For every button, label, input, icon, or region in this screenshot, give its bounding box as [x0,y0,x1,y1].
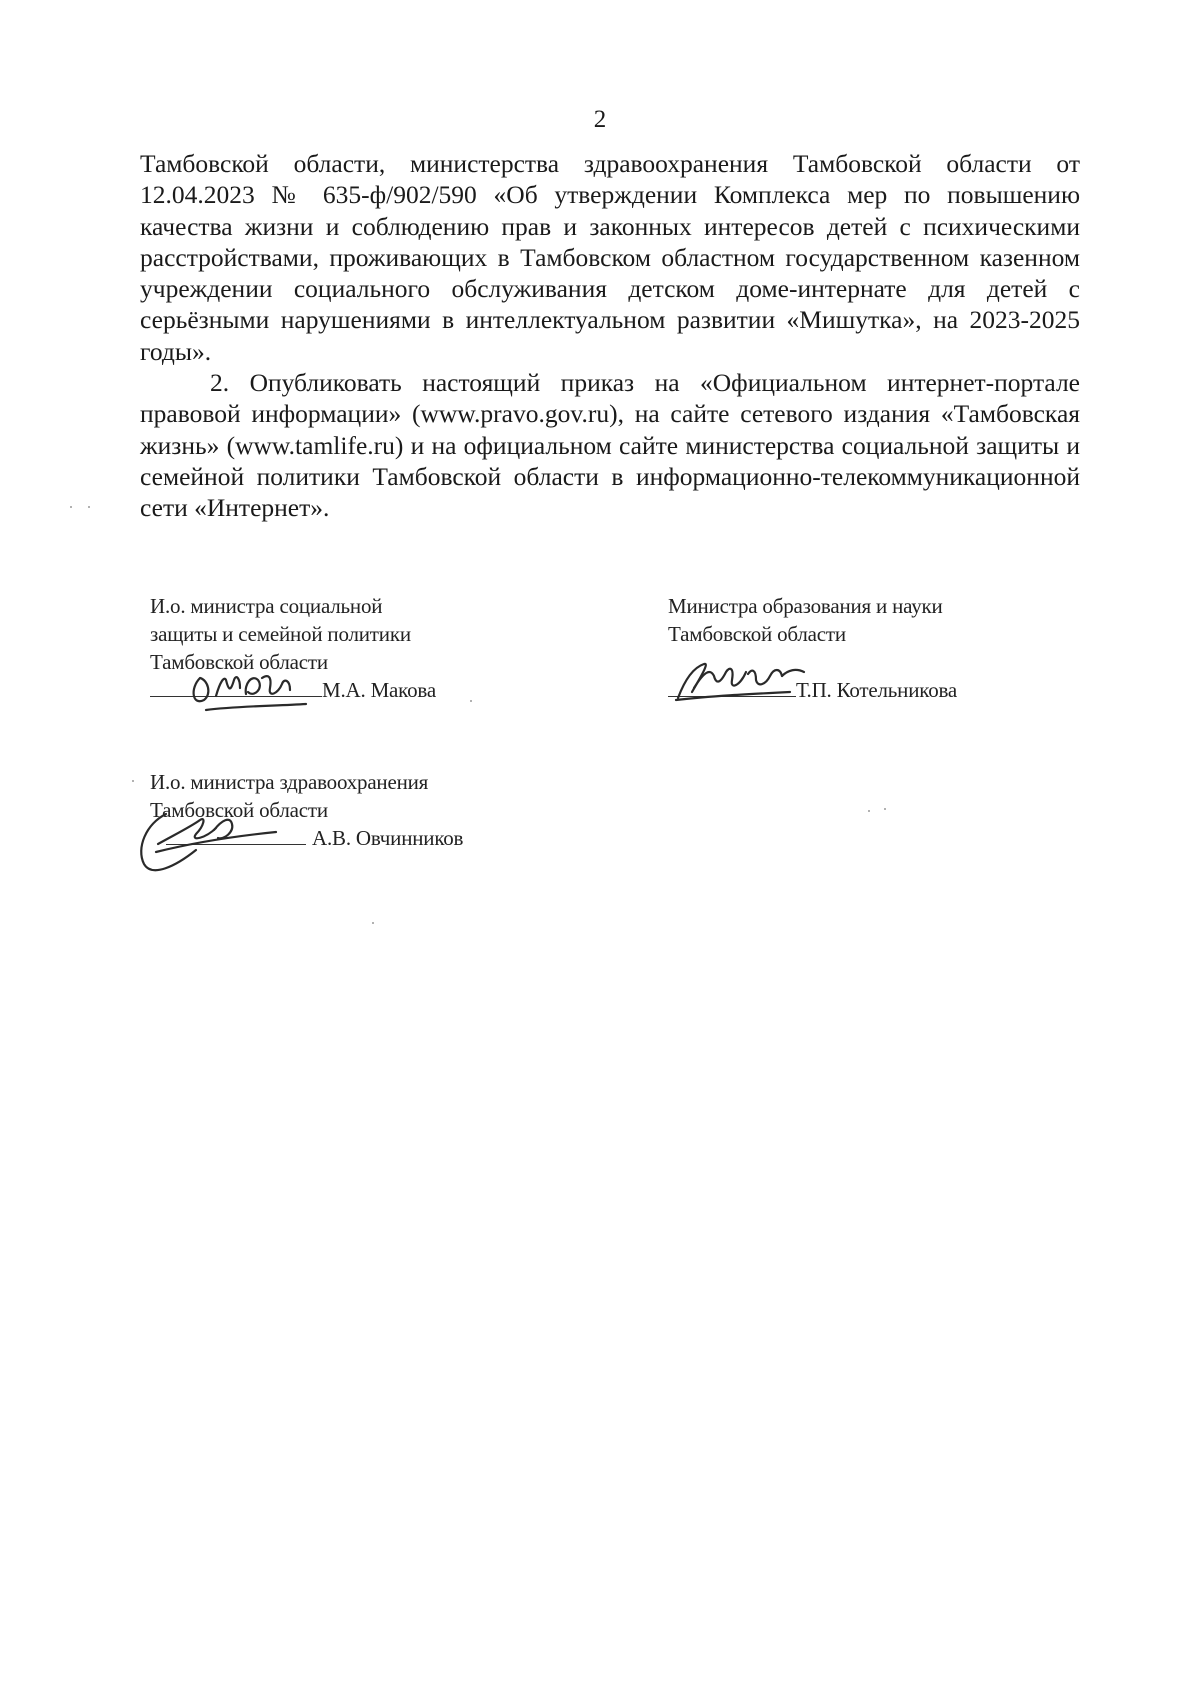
page-number: 2 [593,106,607,133]
document-body [140,148,1080,524]
signatory-name: М.А. Макова [322,678,436,702]
signatory-name: А.В. Овчинников [312,826,464,850]
scan-speck [884,808,886,810]
scan-speck [868,810,870,812]
handwritten-signature-makova [186,666,316,716]
signatory-title-line: защиты и семейной политики [150,622,411,646]
scan-speck [88,506,90,508]
handwritten-signature-ovchinnikov [136,804,286,884]
signatory-title-line: Тамбовской области [668,622,846,646]
paragraph-1: Тамбовской области, министерства здравоохранения Тамбовской области от 12.04.2023 № 635-ф/902/590 «Об утверждении Комплекса мер по повышению качества жизни и соблюдению прав и законных интересов детей с психическими расстройствами, проживающих в Тамбовском областном государственном казенном учреждении социального обслуживания детском доме-интернате для детей с серьёзными нарушениями в интеллектуальном развитии «Мишутка», на 2023-2025 годы». [140,149,1080,366]
scan-speck [132,780,134,782]
handwritten-signature-kotelnikova [670,658,820,708]
scan-speck [470,700,472,702]
signatory-name: Т.П. Котельникова [796,678,958,702]
signatory-title-line: И.о. министра социальной [150,594,383,618]
signatory-title-line: И.о. министра здравоохранения [150,770,429,794]
signatory-title-line: Тамбовской области [150,798,328,822]
paragraph-2: 2. Опубликовать настоящий приказ на «Официальном интернет-портале правовой информации» (www.pravo.gov.ru), на сайте сетевого издания «Тамбовская жизнь» (www.tamlife.ru) и на официальном сайте министерства социальной защиты и семейной политики Тамбовской области в информационно-телекоммуникационной сети «Интернет». [140,368,1080,523]
signatory-title-line: Тамбовской области [150,650,328,674]
signatory-title-line: Министра образования и науки [668,594,943,618]
scan-speck [372,922,374,924]
scan-speck [70,506,72,508]
